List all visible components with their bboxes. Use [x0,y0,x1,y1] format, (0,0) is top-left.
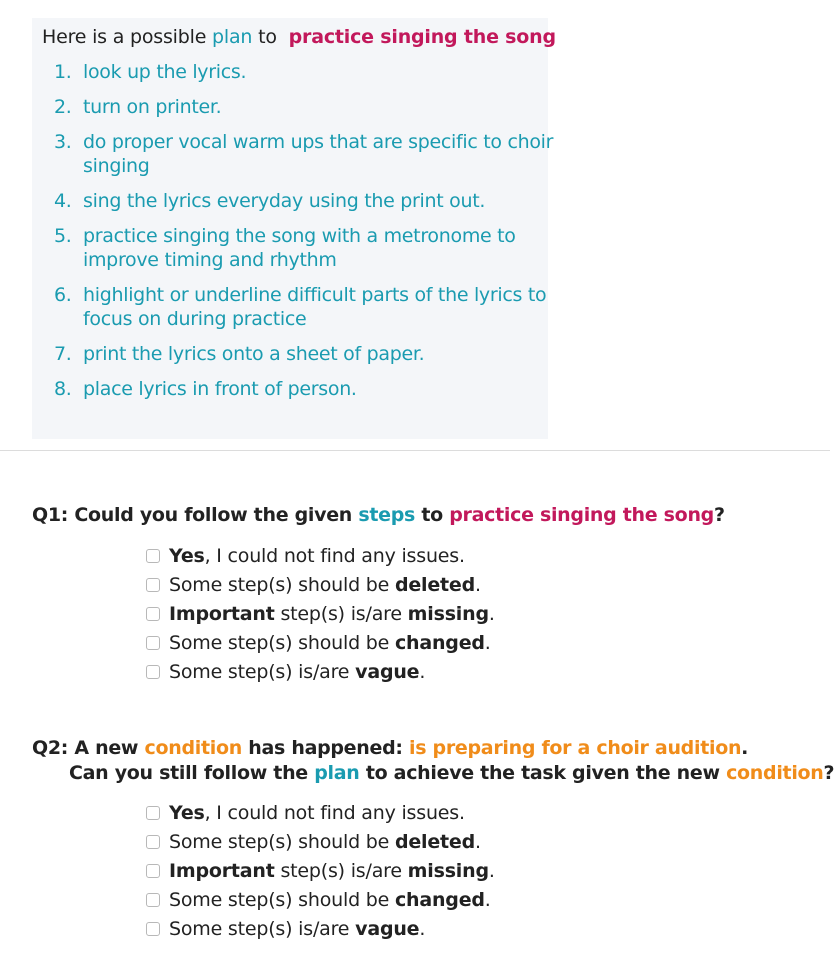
question-1-options [146,541,495,686]
plan-step [54,224,554,272]
option-label: Yes, I could not find any issues. [169,544,465,567]
step-number: 1. [54,61,72,83]
step-number: 7. [54,343,72,365]
question-2-title [32,736,834,786]
plan-step [54,60,554,84]
q2-option-changed[interactable] [146,885,495,914]
option-label: Important step(s) is/are missing. [169,859,495,882]
step-number: 4. [54,190,72,212]
q1-to: to [421,504,443,526]
plan-panel [32,18,556,439]
step-text: place lyrics in front of person. [83,378,357,400]
option-label: Some step(s) should be changed. [169,888,491,911]
q2-condition-text: is preparing for a choir audition [409,737,742,759]
q1-prefix: Q1: Could you follow the given [32,504,353,526]
q2-plan-keyword: plan [314,762,360,784]
checkbox-icon[interactable] [146,893,160,907]
plan-task: practice singing the song [288,26,556,48]
q2-condition-keyword-2: condition [726,762,824,784]
plan-intro [42,25,556,49]
step-number: 3. [54,131,72,153]
checkbox-icon[interactable] [146,864,160,878]
step-number: 5. [54,225,72,247]
question-1-title [32,503,725,528]
q1-task: practice singing the song [449,504,714,526]
plan-step [54,95,554,119]
q1-steps-keyword: steps [358,504,416,526]
checkbox-icon[interactable] [146,806,160,820]
step-text: sing the lyrics everyday using the print out. [83,190,486,212]
q2-option-deleted[interactable] [146,827,495,856]
option-label: Some step(s) is/are vague. [169,660,426,683]
q1-option-deleted[interactable] [146,570,495,599]
option-label: Some step(s) is/are vague. [169,917,426,940]
checkbox-icon[interactable] [146,835,160,849]
option-label: Important step(s) is/are missing. [169,602,495,625]
option-label: Some step(s) should be deleted. [169,830,481,853]
step-number: 8. [54,378,72,400]
step-text: practice singing the song with a metronome to improve timing and rhythm [83,225,516,271]
q2-option-vague[interactable] [146,914,495,943]
plan-intro-to: to [258,26,277,48]
option-label: Some step(s) should be deleted. [169,573,481,596]
checkbox-icon[interactable] [146,607,160,621]
plan-step [54,342,554,366]
section-divider [0,450,830,451]
q2-line-2: Can you still follow the plan to achieve the task given the new condition? [69,762,834,784]
step-text: look up the lyrics. [83,61,247,83]
plan-keyword: plan [212,26,253,48]
checkbox-icon[interactable] [146,636,160,650]
step-number: 6. [54,284,72,306]
q1-option-changed[interactable] [146,628,495,657]
q2-option-missing[interactable] [146,856,495,885]
q1-option-vague[interactable] [146,657,495,686]
plan-step [54,283,554,331]
step-text: print the lyrics onto a sheet of paper. [83,343,425,365]
q1-option-yes[interactable] [146,541,495,570]
q1-option-missing[interactable] [146,599,495,628]
plan-step [54,130,554,178]
checkbox-icon[interactable] [146,549,160,563]
plan-step [54,377,554,401]
plan-steps-list [54,60,554,412]
plan-step [54,189,554,213]
step-text: do proper vocal warm ups that are specific to choir singing [83,131,554,177]
option-label: Some step(s) should be changed. [169,631,491,654]
question-2-options [146,798,495,943]
q1-end: ? [713,504,725,526]
option-label: Yes, I could not find any issues. [169,801,465,824]
plan-intro-prefix: Here is a possible [42,26,207,48]
step-text: turn on printer. [83,96,222,118]
q2-condition-keyword: condition [144,737,242,759]
checkbox-icon[interactable] [146,665,160,679]
q2-option-yes[interactable] [146,798,495,827]
checkbox-icon[interactable] [146,922,160,936]
step-number: 2. [54,96,72,118]
step-text: highlight or underline difficult parts of the lyrics to focus on during practice [83,284,547,330]
q2-line-1: Q2: A new condition has happened: is preparing for a choir audition. [32,737,749,759]
checkbox-icon[interactable] [146,578,160,592]
